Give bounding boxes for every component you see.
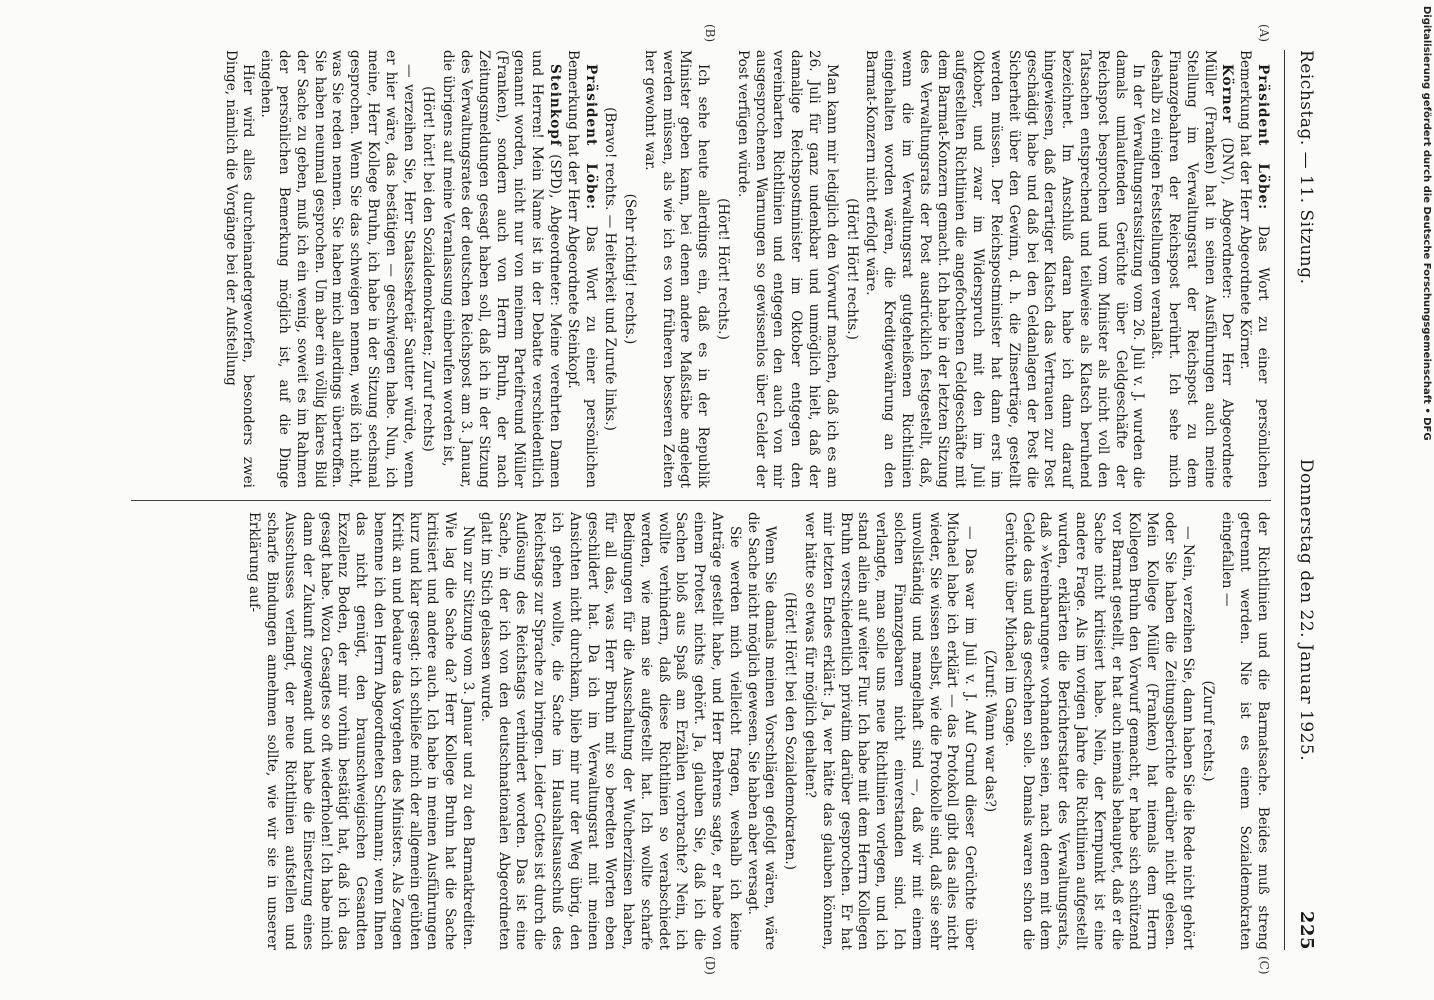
paragraph — [1000, 512, 1196, 950]
paragraph-text: In der Verwaltungsratssitzung vom 26. Juli v. J. wurden die damals umlaufenden Gerüchte über Geldgeschäfte der Reichspost besprochen und vom Minister als nicht voll den Tatsachen entsprechend und teilweise als Klatsch beruhend bezeichnet. Im Anschluß daran habe ich dann darauf hingewiesen, daß derartiger Klatsch das Vertrauen zur Post geschädigt habe und daß bei den Geldanlagen der Post die Sicherheit über den Gewinn, d. h. die Zinserträge, gestellt werden müssen. Der Reichspostminister hat dann erst im Oktober, und zwar im Widerspruch mit den im Juli aufgestellten Richtlinien die angefochtenen Geldgeschäfte mit dem Barmat-Konzern gemacht. Ich habe in der letzten Sitzung des Verwaltungsrats der Post ausdrücklich festgestellt, daß, wenn die im Verwaltungsrat gutgeheißenen Richtlinien eingehalten worden wären, die Kreditgewährung an den Barmat-Konzern nicht erfolgt wäre. — [863, 50, 1147, 488]
margin-marker-c: (C) — [1257, 956, 1271, 975]
paragraph-text: der Richtlinien und die Barmatsache. Beides muß streng getrennt werden. Nie ist es einem Sozialdemokraten eingefallen — — [1219, 512, 1271, 950]
paragraph — [476, 512, 743, 950]
paragraph-text: Das Wort zu einer persönlichen Bemerkung hat der Herr Abgeordnete Steinkopf. — [564, 50, 599, 488]
paragraph — [1235, 50, 1271, 488]
speaker-name: Präsident Löbe: — [1255, 64, 1271, 211]
interjection: (Zuruf rechts.) — [1199, 680, 1216, 782]
speaker-name: Präsident Löbe: — [582, 64, 599, 211]
header-rule — [1284, 50, 1285, 950]
margin-marker-b: (B) — [703, 24, 717, 43]
paragraph-text: — verzeihen Sie, Herr Staatssekretär Sautter würde, wenn er hier wäre, das bestätigen — geschwiegen habe. Nun, ich meine, Herr Kollege Bruhn, ich habe in der Sitzung sechsmal gesprochen. Wenn Sie das schweigen nennen, weiß ich nicht, was Sie reden nennen. Sie haben mich allerdings übertroffen. Sie haben neunmal gesprochen. Um aber ein völlig klares Bild der Sache zu geben, muß ich ein wenig, soweit es im Rahmen der persönlichen Bemerkung möglich ist, auf die Dinge eingehen. — [258, 50, 417, 488]
right-column — [245, 512, 1271, 950]
running-head-left: Reichstag. — 11. Sitzung. — [1296, 50, 1316, 285]
paragraph-text: — Nein, verzeihen Sie, dann haben Sie die Rede nicht gehört oder Sie haben die Zeitungsberichte darüber nicht gelesen. Mein Kollege Müller (Franken) hat niemals dem Herrn Kollegen Bruhn den Vorwurf gemacht, er habe sich schützend vor Barmat gestellt, er hat auch niemals behauptet, daß er die Sache nicht kritisiert habe. Nein, der Kernpunkt ist eine andere Frage. Als im vorigen Jahre die Richtlinien aufgestellt wurden, erklärten die Berichterstatter des Verwaltungsrats, daß »Vereinbarungen« vorhanden seien, nach denen mit dem Gelde das und das geschehen solle. Damals waren schon die Gerüchte über Michael im Gange. — [1001, 512, 1196, 950]
paragraph — [862, 50, 1147, 488]
paragraph-text: Wenn Sie damals meinen Vorschlägen gefolgt wären, wäre die Sache nicht möglich gewesen. Sie haben aber versagt. — [744, 512, 779, 950]
paragraph — [743, 512, 779, 950]
paragraph-text: Man kann mir lediglich den Vorwurf machen, daß ich es am 26. Juli für ganz undenkbar und unmöglich hielt, daß der damalige Reichspostminister im Oktober entgegen den vereinbarten Richtlinien und entgegen den auch von mir ausgesprochenen Warnungen so gewissenlos über Gelder der Post verfügen würde. — [734, 50, 840, 488]
paragraph-text: Das Wort zu einer persönlichen Bemerkung hat der Herr Abgeordnete Körner. — [1237, 50, 1271, 488]
interjection: (Zuruf: Wann war das?) — [982, 649, 999, 813]
paragraph — [438, 50, 563, 488]
paragraph-text: — Das war im Juli v. J. Auf Grund dieser Gerüchte über Michael habe ich erklärt — das Protokoll gibt das alles nicht wieder, Sie wissen selbst, wie die Protokolle sind, daß sie sehr unvollständig und mangelhaft sind —, daß wir mit einem solchen Finanzgebaren nicht einverstanden sind. Ich verlangte, man solle uns neue Richtlinien vorlegen, und ich stand allein auf weiter Flur. Ich habe mit dem Herrn Kollegen Bruhn verschiedentlich privatim darüber gesprochen. Er hat mir letzten Endes erklärt: Ja, wer hätte das glauben können, wer hätte so etwas für möglich gehalten? — [802, 512, 979, 950]
interjection: (Bravo! rechts. — Heiterkeit und Zurufe links.) — [602, 107, 619, 431]
paragraph-text: (SPD), Abgeordneter: Meine verehrten Damen und Herren! Mein Name ist in der Debatte verschiedentlich genannt worden, nicht nur von meinem Parteifreund Müller (Franken), sondern auch von Herrn Bruhn, der nach Zeitungsmeldungen gesagt haben soll, daß ich in der Sitzung des Verwaltungsrates der deutschen Reichspost am 3. Januar, die übrigens auf meine Veranlassung einberufen worden ist, — [440, 50, 563, 488]
margin-marker-d: (D) — [703, 956, 717, 975]
interjection: (Hört! Hört! bei den Sozialdemokraten.) — [782, 591, 799, 871]
paragraph — [1146, 50, 1235, 488]
printed-page — [117, 24, 1317, 975]
margin-marker-a: (A) — [1257, 24, 1271, 43]
paragraph-text: Ich sehe heute allerdings ein, daß es in der Republik Minister geben kann, bei denen andere Maßstäbe angelegt werden müssen, als wie ich es von früheren besseren Zeiten her gewohnt war. — [641, 50, 712, 488]
speaker-name: Steinkopf — [546, 64, 563, 147]
interjection: (Hört! Hört! rechts.) — [843, 198, 860, 340]
paragraph — [256, 50, 416, 488]
running-head — [1287, 50, 1317, 950]
interjection: (Hört! hört! bei den Sozialdemokraten; Zuruf rechts) — [420, 86, 437, 452]
interjection: (Sehr richtig! rechts.) — [622, 193, 639, 345]
credit-text: Digitalisierung gefördert durch die Deutsche Forschungsgemeinschaft • DFG — [1421, 6, 1432, 441]
paragraph — [800, 512, 978, 950]
paragraph-text: Nun zur Sitzung vom 3. Januar und zu den Barmatkrediten. Wie lag die Sache da? Herr Kollege Bruhn hat die Sache kritisiert und andere auch. Ich habe in meinen Ausführungen kurz und klar gesagt: ich schließe mich der allgemein geübten Kritik an und bedaure das Vorgehen des Ministers. Als Zeugen benenne ich den Herrn Abgeordneten Schumann; wenn Ihnen das nicht genügt, den braunschweigischen Gesandten Exzellenz Boden, der mir vorhin bestätigt hat, daß ich das gesagt habe. Wozu Gesagtes so oft wiederholen! Ich habe mich dann der Zukunft zugewandt und habe die Einsetzung eines Ausschusses verlangt, der neue Richtlinien aufstellen und scharfe Bindungen annehmen sollte, wie wir sie in unserer Erklärung auf- — [246, 512, 476, 950]
paragraph — [221, 50, 257, 488]
paragraph — [245, 512, 476, 950]
paragraph-text: Hier wird alles durcheinandergeworfen, besonders zwei Dinge, nämlich die Vorgänge bei der Aufstellung — [222, 50, 257, 488]
paragraph-text: (DNV), Abgeordneter: Der Herr Abgeordnete Müller (Franken) hat in seinen Ausführungen auch meine Stellung im Verwaltungsrat der Reichspost zu dem Finanzgebahren der Reichspost berührt. Ich sehe mich deshalb zu einigen Feststellungen veranlaßt. — [1148, 50, 1236, 488]
interjection: (Hört! Hört! rechts.) — [715, 198, 732, 340]
running-head-date: Donnerstag den 22. Januar 1925. — [1296, 458, 1316, 762]
paragraph-text: Sie werden mich vielleicht fragen, weshalb ich keine Anträge gestellt habe, und Herr Behrens sagte, er habe von einem Protest nichts gehört. Ja, glauben Sie, daß ich die Sachen bloß aus Spaß am Erzählen vorbrachte? Nein, ich wollte verhindern, daß diese Richtlinien so verabschiedet werden, wie man sie aufgestellt hat. Ich wollte scharfe Bedingungen für die Ausschaltung der Wucherzinsen haben, für all das, was Herr Bruhn mit so beredten Worten eben geschildert hat. Da ich im Verwaltungsrat mit meinen Ansichten nicht durchkam, blieb mir nur der Weg übrig, den ich gehen wollte, die Sache im Haushaltsausschuß des Reichstags zur Sprache zu bringen. Leider Gottes ist durch die Auflösung des Reichstags verhindert worden. Das ist eine Sache, in der ich von den deutschnationalen Abgeordneten glatt im Stich gelassen wurde. — [477, 512, 743, 950]
paragraph — [563, 50, 599, 488]
speaker-name: Körner — [1219, 64, 1236, 124]
paragraph — [733, 50, 840, 488]
paragraph — [1218, 512, 1271, 950]
paragraph — [640, 50, 711, 488]
column-divider — [131, 500, 1271, 501]
page-number: 225 — [1296, 910, 1317, 950]
left-column — [221, 50, 1271, 488]
digitization-credit — [1416, 6, 1432, 706]
